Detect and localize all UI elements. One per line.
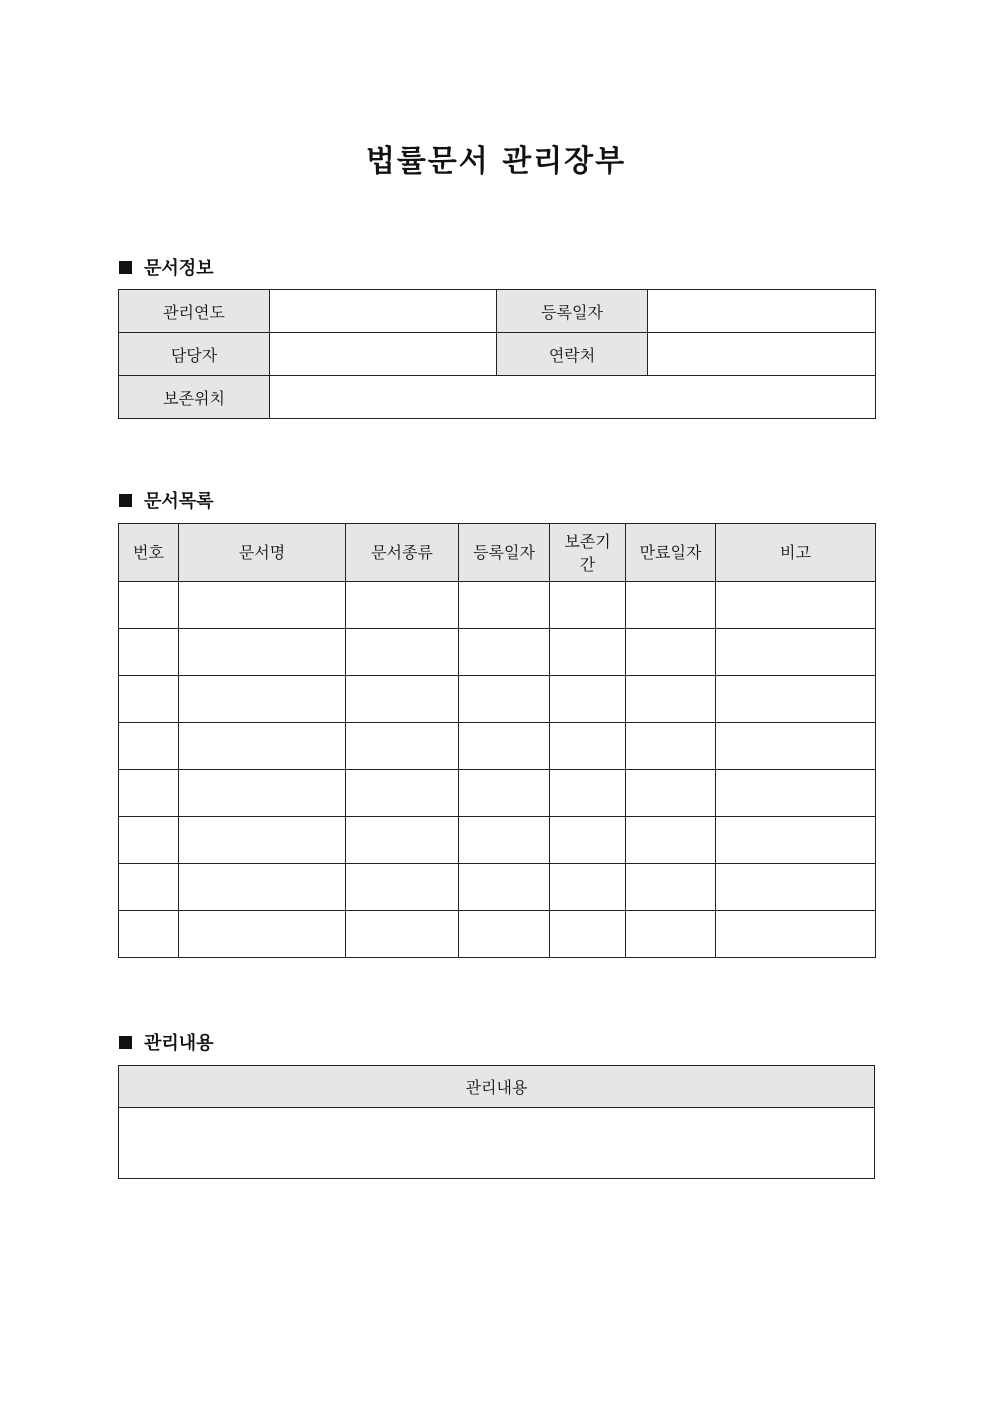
cell[interactable] (346, 911, 459, 958)
square-bullet-icon (119, 1036, 132, 1049)
document-info-table (118, 289, 876, 419)
cell[interactable] (179, 629, 346, 676)
table-row (119, 864, 876, 911)
square-bullet-icon (119, 261, 132, 274)
cell[interactable] (179, 817, 346, 864)
cell[interactable] (119, 676, 179, 723)
cell[interactable] (626, 676, 716, 723)
cell[interactable] (179, 582, 346, 629)
year-field[interactable] (270, 290, 497, 333)
cell[interactable] (716, 723, 876, 770)
cell[interactable] (346, 582, 459, 629)
table-row (119, 770, 876, 817)
section-heading-info (119, 254, 214, 280)
cell[interactable] (119, 864, 179, 911)
cell[interactable] (626, 911, 716, 958)
contact-label: 연락처 (497, 333, 648, 376)
manage-content-field[interactable] (119, 1108, 875, 1179)
cell[interactable] (550, 911, 626, 958)
cell[interactable] (346, 770, 459, 817)
cell[interactable] (459, 582, 550, 629)
header-remarks: 비고 (716, 524, 876, 582)
section-heading-manage (119, 1029, 214, 1055)
cell[interactable] (716, 911, 876, 958)
cell[interactable] (346, 676, 459, 723)
cell[interactable] (179, 676, 346, 723)
cell[interactable] (716, 629, 876, 676)
cell[interactable] (550, 676, 626, 723)
contact-field[interactable] (648, 333, 876, 376)
cell[interactable] (626, 723, 716, 770)
section-heading-list (119, 487, 214, 513)
table-row (119, 676, 876, 723)
table-row (119, 911, 876, 958)
cell[interactable] (716, 676, 876, 723)
section-label: 문서목록 (144, 491, 214, 512)
cell[interactable] (550, 582, 626, 629)
cell[interactable] (459, 629, 550, 676)
document-list-table (118, 523, 876, 958)
cell[interactable] (459, 817, 550, 864)
square-bullet-icon (119, 494, 132, 507)
cell[interactable] (626, 864, 716, 911)
cell[interactable] (346, 864, 459, 911)
cell[interactable] (716, 817, 876, 864)
cell[interactable] (119, 629, 179, 676)
cell[interactable] (626, 582, 716, 629)
header-retention: 보존기간 (550, 524, 626, 582)
cell[interactable] (459, 911, 550, 958)
cell[interactable] (346, 817, 459, 864)
manager-label: 담당자 (119, 333, 270, 376)
page-title: 법률문서 관리장부 (365, 144, 627, 179)
cell[interactable] (119, 582, 179, 629)
location-label: 보존위치 (119, 376, 270, 419)
cell[interactable] (179, 770, 346, 817)
table-row (119, 817, 876, 864)
cell[interactable] (459, 676, 550, 723)
cell[interactable] (626, 817, 716, 864)
cell[interactable] (119, 911, 179, 958)
cell[interactable] (626, 770, 716, 817)
manage-header: 관리내용 (119, 1066, 875, 1108)
cell[interactable] (550, 723, 626, 770)
cell[interactable] (119, 723, 179, 770)
cell[interactable] (459, 864, 550, 911)
header-reg-date: 등록일자 (459, 524, 550, 582)
cell[interactable] (346, 723, 459, 770)
header-expiry: 만료일자 (626, 524, 716, 582)
location-field[interactable] (270, 376, 876, 419)
cell[interactable] (550, 770, 626, 817)
cell[interactable] (346, 629, 459, 676)
cell[interactable] (119, 817, 179, 864)
cell[interactable] (626, 629, 716, 676)
cell[interactable] (716, 770, 876, 817)
section-label: 문서정보 (144, 258, 214, 279)
cell[interactable] (179, 864, 346, 911)
cell[interactable] (550, 817, 626, 864)
cell[interactable] (179, 911, 346, 958)
section-label: 관리내용 (144, 1033, 214, 1054)
cell[interactable] (179, 723, 346, 770)
table-row (119, 723, 876, 770)
year-label: 관리연도 (119, 290, 270, 333)
cell[interactable] (119, 770, 179, 817)
cell[interactable] (716, 582, 876, 629)
header-doc-type: 문서종류 (346, 524, 459, 582)
cell[interactable] (550, 864, 626, 911)
table-row (119, 629, 876, 676)
header-number: 번호 (119, 524, 179, 582)
table-row (119, 582, 876, 629)
reg-date-label: 등록일자 (497, 290, 648, 333)
management-table (118, 1065, 875, 1179)
manager-field[interactable] (270, 333, 497, 376)
cell[interactable] (459, 770, 550, 817)
header-doc-name: 문서명 (179, 524, 346, 582)
reg-date-field[interactable] (648, 290, 876, 333)
cell[interactable] (716, 864, 876, 911)
cell[interactable] (459, 723, 550, 770)
cell[interactable] (550, 629, 626, 676)
